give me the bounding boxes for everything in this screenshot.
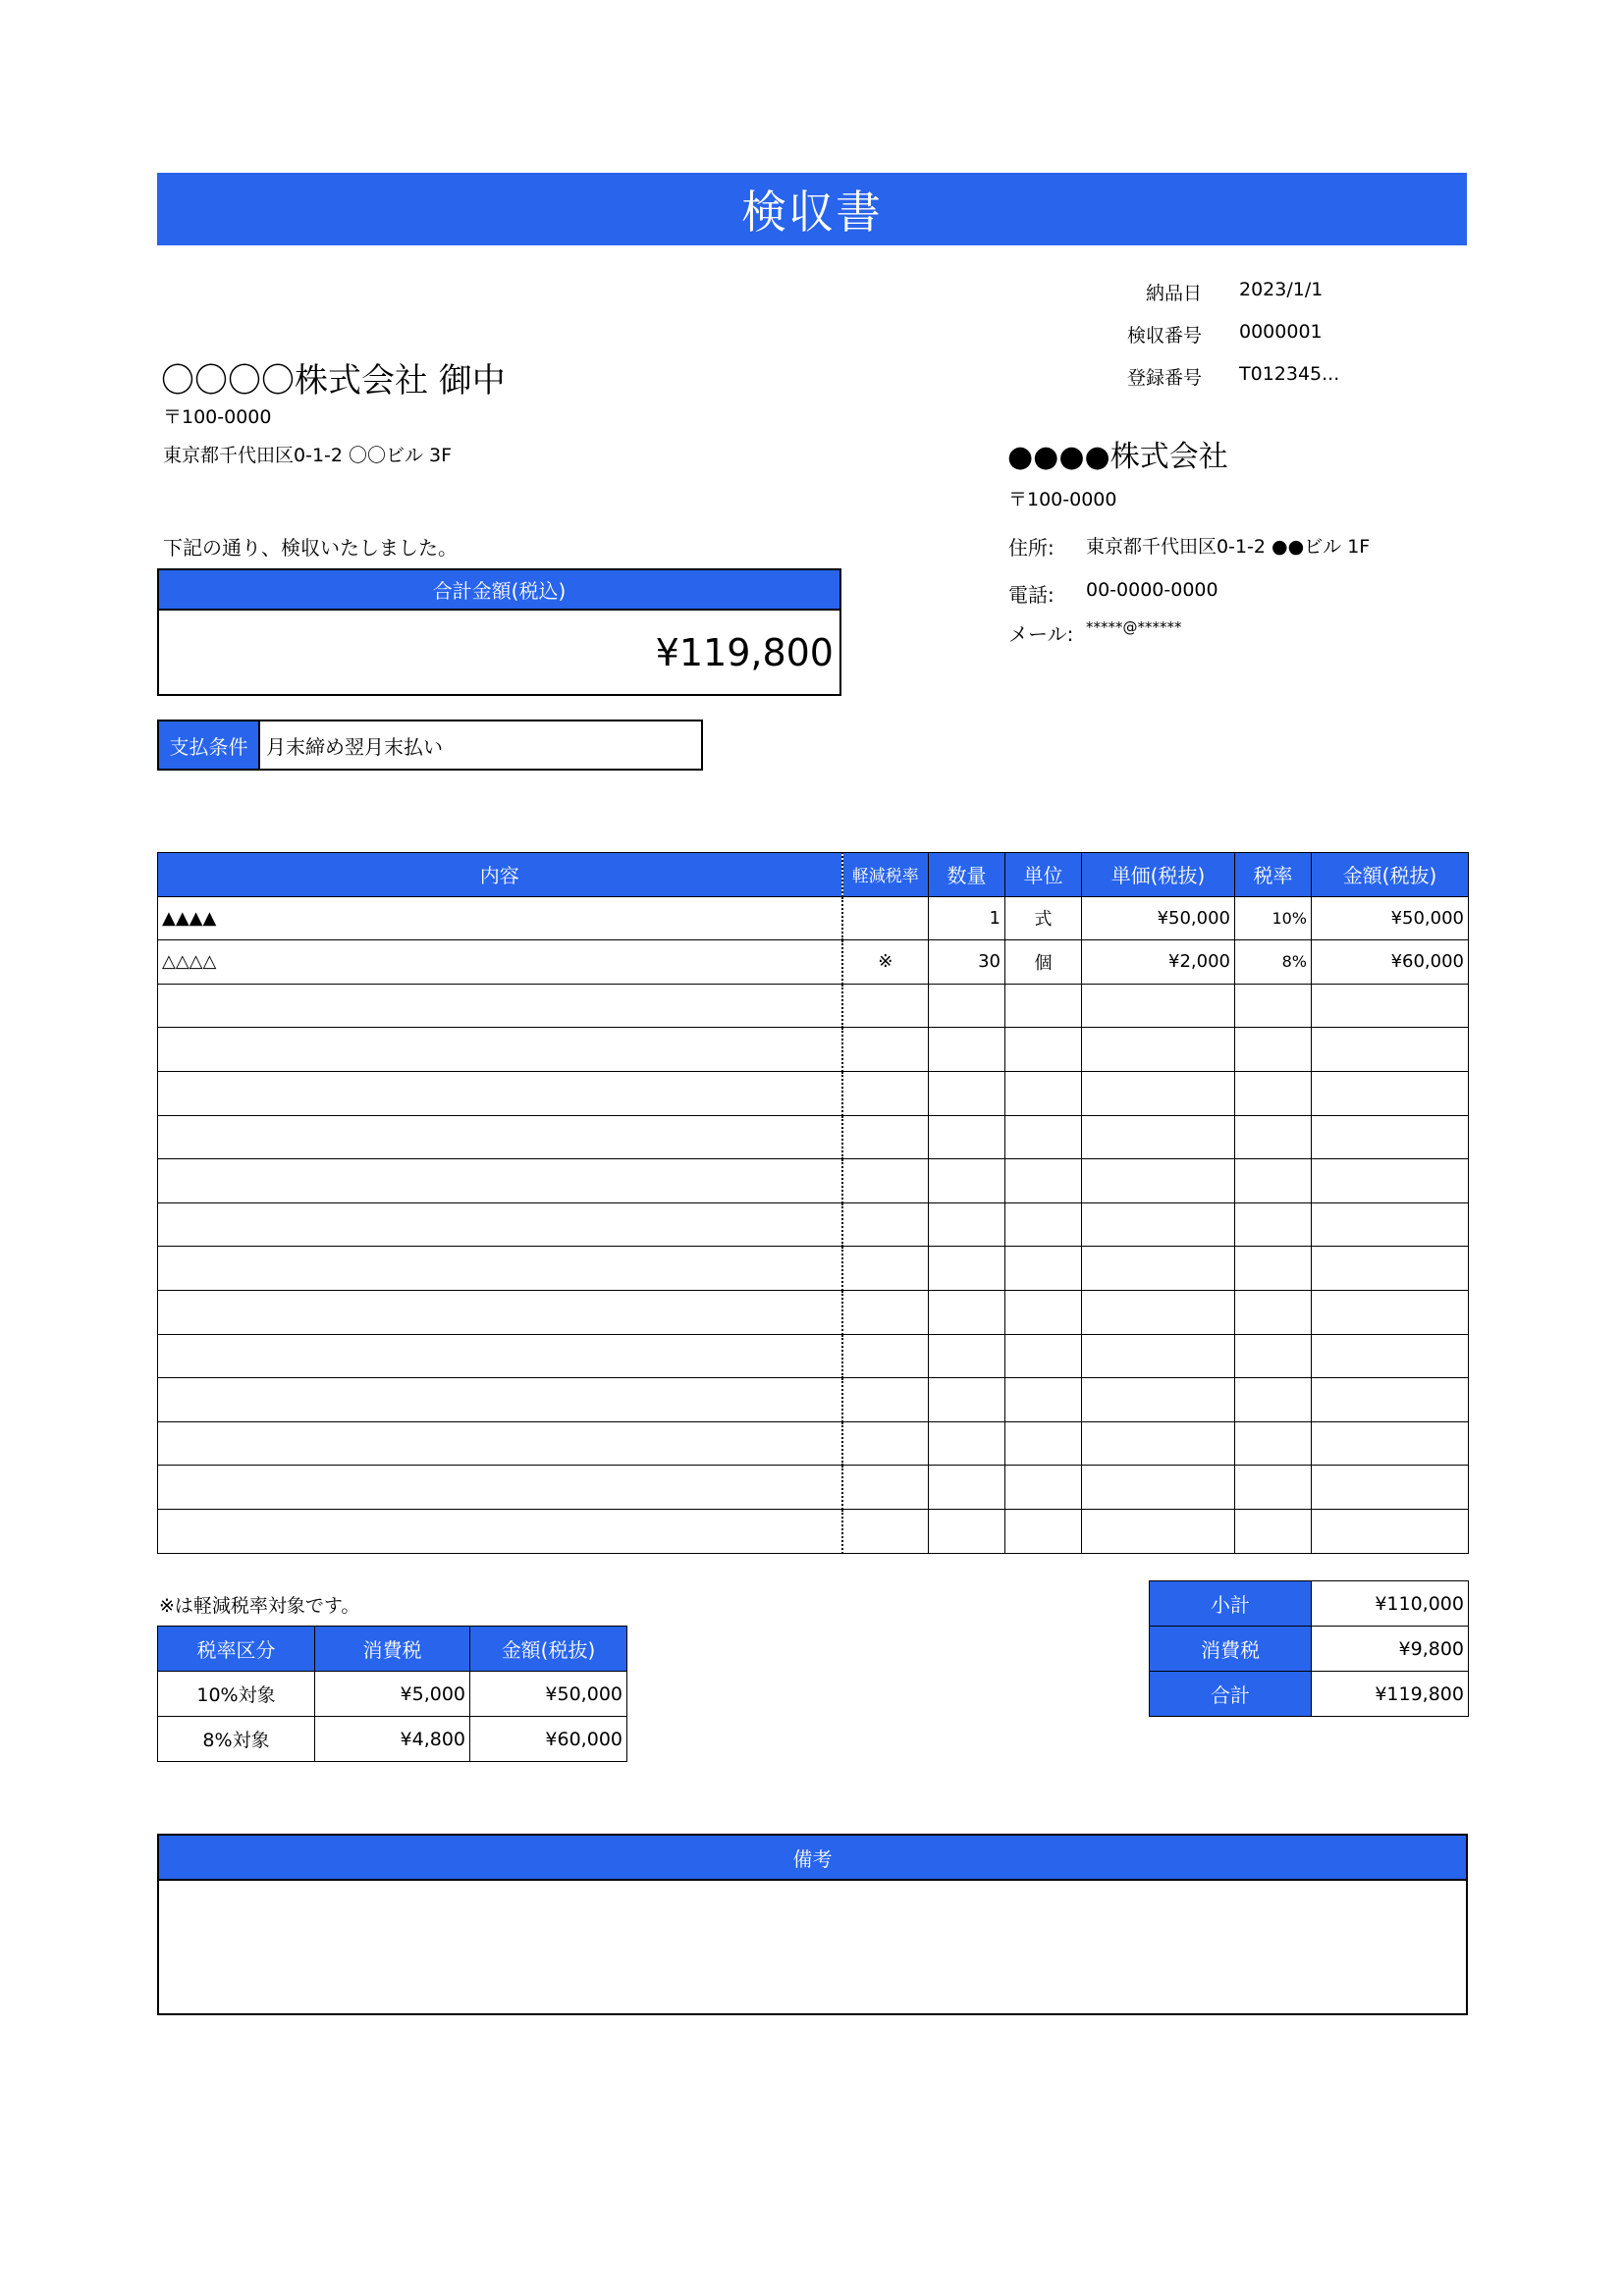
inspection-number-label: 検収番号 xyxy=(1126,325,1202,347)
item-tax-rate-cell xyxy=(1235,1466,1312,1510)
table-row xyxy=(158,1334,1469,1378)
item-reduced-tax-cell xyxy=(842,1028,929,1072)
payment-terms-value: 月末締め翌月末払い xyxy=(266,734,443,759)
table-row xyxy=(158,1202,1469,1247)
item-reduced-tax-cell xyxy=(842,1334,929,1378)
consumption-tax-label: 消費税 xyxy=(1150,1627,1312,1672)
sender-phone: 00-0000-0000 xyxy=(1086,579,1218,601)
delivery-date-label: 納品日 xyxy=(1145,283,1202,304)
registration-number-value: T012345... xyxy=(1239,363,1340,385)
header-amount: 金額(税抜) xyxy=(1312,853,1469,897)
item-unit-price-cell xyxy=(1082,1159,1235,1203)
table-row xyxy=(1150,1627,1469,1672)
item-tax-rate-cell xyxy=(1235,1378,1312,1422)
tax-header-tax: 消費税 xyxy=(315,1627,470,1672)
item-quantity-cell xyxy=(929,1202,1005,1247)
header-unit-price: 単価(税抜) xyxy=(1082,853,1235,897)
item-tax-rate-cell xyxy=(1235,1247,1312,1291)
tax-header-category: 税率区分 xyxy=(158,1627,315,1672)
table-row xyxy=(158,1028,1469,1072)
item-quantity-cell: 1 xyxy=(929,896,1005,940)
sender-mail: *****@****** xyxy=(1086,618,1182,636)
item-unit-cell xyxy=(1005,1334,1082,1378)
payment-terms-label: 支払条件 xyxy=(159,721,260,769)
table-row xyxy=(158,1717,627,1762)
item-unit-cell xyxy=(1005,1159,1082,1203)
total-amount-value: ¥119,800 xyxy=(655,631,834,674)
item-quantity-cell xyxy=(929,984,1005,1028)
item-tax-rate-cell xyxy=(1235,1159,1312,1203)
item-description-cell xyxy=(158,1509,842,1553)
table-row xyxy=(1150,1672,1469,1717)
table-row xyxy=(158,1115,1469,1159)
item-reduced-tax-cell xyxy=(842,1115,929,1159)
item-unit-price-cell xyxy=(1082,1115,1235,1159)
item-amount-cell xyxy=(1312,1290,1469,1334)
item-quantity-cell xyxy=(929,1159,1005,1203)
item-tax-rate-cell: 10% xyxy=(1235,896,1312,940)
item-reduced-tax-cell xyxy=(842,1378,929,1422)
item-tax-rate-cell xyxy=(1235,1509,1312,1553)
item-unit-price-cell xyxy=(1082,1028,1235,1072)
item-reduced-tax-cell xyxy=(842,1159,929,1203)
item-quantity-cell xyxy=(929,1378,1005,1422)
item-amount-cell xyxy=(1312,1202,1469,1247)
item-unit-price-cell xyxy=(1082,1202,1235,1247)
item-description-cell xyxy=(158,984,842,1028)
tax-amount-cell: ¥5,000 xyxy=(315,1672,470,1717)
grand-total-label: 合計 xyxy=(1150,1672,1312,1717)
item-unit-price-cell: ¥50,000 xyxy=(1082,896,1235,940)
header-quantity: 数量 xyxy=(929,853,1005,897)
item-reduced-tax-cell xyxy=(842,1509,929,1553)
item-amount-cell xyxy=(1312,1028,1469,1072)
item-amount-cell: ¥50,000 xyxy=(1312,896,1469,940)
item-unit-cell xyxy=(1005,1028,1082,1072)
header-unit: 単位 xyxy=(1005,853,1082,897)
table-row xyxy=(158,1421,1469,1466)
sender-mail-label: メール: xyxy=(1008,622,1074,646)
item-description-cell xyxy=(158,1290,842,1334)
payment-terms-box xyxy=(157,720,703,771)
item-amount-cell xyxy=(1312,1071,1469,1115)
item-unit-cell xyxy=(1005,1202,1082,1247)
tax-header-row xyxy=(158,1627,627,1672)
remarks-label: 備考 xyxy=(159,1836,1466,1881)
consumption-tax-value: ¥9,800 xyxy=(1312,1627,1469,1672)
table-row xyxy=(158,1672,627,1717)
item-amount-cell xyxy=(1312,1115,1469,1159)
total-amount-label: 合計金額(税込) xyxy=(159,570,839,611)
item-quantity-cell xyxy=(929,1466,1005,1510)
item-amount-cell xyxy=(1312,1421,1469,1466)
delivery-date-value: 2023/1/1 xyxy=(1239,279,1324,300)
table-row xyxy=(158,896,1469,940)
item-amount-cell xyxy=(1312,1159,1469,1203)
remarks-box xyxy=(157,1834,1468,2015)
item-description-cell xyxy=(158,1202,842,1247)
total-amount-box xyxy=(157,568,841,696)
item-quantity-cell xyxy=(929,1115,1005,1159)
tax-breakdown-table xyxy=(157,1626,627,1762)
item-quantity-cell xyxy=(929,1028,1005,1072)
table-row xyxy=(1150,1581,1469,1627)
item-unit-price-cell xyxy=(1082,1290,1235,1334)
grand-total-value: ¥119,800 xyxy=(1312,1672,1469,1717)
item-description-cell xyxy=(158,1334,842,1378)
item-amount-cell xyxy=(1312,1334,1469,1378)
item-reduced-tax-cell xyxy=(842,1202,929,1247)
item-amount-cell: ¥60,000 xyxy=(1312,940,1469,985)
header-tax-rate: 税率 xyxy=(1235,853,1312,897)
item-quantity-cell xyxy=(929,1290,1005,1334)
item-description-cell xyxy=(158,1421,842,1466)
item-amount-cell xyxy=(1312,1247,1469,1291)
header-reduced-tax: 軽減税率 xyxy=(842,853,929,897)
item-amount-cell xyxy=(1312,1509,1469,1553)
item-reduced-tax-cell xyxy=(842,1466,929,1510)
item-tax-rate-cell xyxy=(1235,984,1312,1028)
item-tax-rate-cell xyxy=(1235,1290,1312,1334)
table-row xyxy=(158,1290,1469,1334)
taxable-amount-cell: ¥50,000 xyxy=(470,1672,627,1717)
item-reduced-tax-cell xyxy=(842,1071,929,1115)
item-unit-cell: 個 xyxy=(1005,940,1082,985)
item-unit-cell xyxy=(1005,1466,1082,1510)
table-row xyxy=(158,1071,1469,1115)
recipient-zip: 〒100-0000 xyxy=(163,406,272,428)
item-reduced-tax-cell xyxy=(842,984,929,1028)
item-quantity-cell xyxy=(929,1334,1005,1378)
sender-address: 東京都千代田区0-1-2 ●●ビル 1F xyxy=(1086,536,1371,558)
items-header-row xyxy=(158,853,1469,897)
item-quantity-cell xyxy=(929,1247,1005,1291)
item-tax-rate-cell xyxy=(1235,1115,1312,1159)
item-tax-rate-cell: 8% xyxy=(1235,940,1312,985)
table-row xyxy=(158,1378,1469,1422)
reduced-tax-note: ※は軽減税率対象です。 xyxy=(159,1595,360,1617)
item-unit-cell: 式 xyxy=(1005,896,1082,940)
item-unit-cell xyxy=(1005,1071,1082,1115)
item-quantity-cell xyxy=(929,1421,1005,1466)
item-description-cell xyxy=(158,1071,842,1115)
item-unit-cell xyxy=(1005,984,1082,1028)
inspection-number-value: 0000001 xyxy=(1239,321,1323,343)
item-description-cell xyxy=(158,1159,842,1203)
item-reduced-tax-cell xyxy=(842,1421,929,1466)
header-description: 内容 xyxy=(158,853,842,897)
items-table xyxy=(157,852,1469,1554)
item-description-cell xyxy=(158,1028,842,1072)
item-unit-cell xyxy=(1005,1247,1082,1291)
item-description-cell xyxy=(158,1466,842,1510)
intro-text: 下記の通り、検収いたしました。 xyxy=(163,536,458,560)
item-unit-price-cell xyxy=(1082,1378,1235,1422)
recipient-name: 〇〇〇〇株式会社 御中 xyxy=(161,361,506,400)
item-amount-cell xyxy=(1312,984,1469,1028)
table-row xyxy=(158,1509,1469,1553)
item-quantity-cell xyxy=(929,1509,1005,1553)
item-tax-rate-cell xyxy=(1235,1071,1312,1115)
item-tax-rate-cell xyxy=(1235,1421,1312,1466)
item-tax-rate-cell xyxy=(1235,1028,1312,1072)
item-unit-cell xyxy=(1005,1115,1082,1159)
item-quantity-cell xyxy=(929,1071,1005,1115)
item-amount-cell xyxy=(1312,1466,1469,1510)
tax-category-cell: 8%対象 xyxy=(158,1717,315,1762)
item-reduced-tax-cell xyxy=(842,1290,929,1334)
item-amount-cell xyxy=(1312,1378,1469,1422)
item-unit-price-cell xyxy=(1082,984,1235,1028)
item-tax-rate-cell xyxy=(1235,1202,1312,1247)
item-tax-rate-cell xyxy=(1235,1334,1312,1378)
registration-number-label: 登録番号 xyxy=(1126,367,1202,389)
sender-name: ●●●●株式会社 xyxy=(1007,440,1228,474)
sender-address-label: 住所: xyxy=(1008,536,1055,560)
item-reduced-tax-cell xyxy=(842,1247,929,1291)
item-unit-cell xyxy=(1005,1421,1082,1466)
sender-phone-label: 電話: xyxy=(1008,583,1055,607)
item-unit-price-cell xyxy=(1082,1071,1235,1115)
tax-category-cell: 10%対象 xyxy=(158,1672,315,1717)
item-description-cell: △△△△ xyxy=(158,940,842,985)
remarks-content[interactable] xyxy=(159,1881,1466,1896)
tax-amount-cell: ¥4,800 xyxy=(315,1717,470,1762)
item-unit-price-cell xyxy=(1082,1247,1235,1291)
item-unit-price-cell xyxy=(1082,1421,1235,1466)
table-row xyxy=(158,940,1469,985)
taxable-amount-cell: ¥60,000 xyxy=(470,1717,627,1762)
summary-table xyxy=(1149,1580,1469,1717)
item-description-cell xyxy=(158,1378,842,1422)
table-row xyxy=(158,1247,1469,1291)
item-description-cell: ▲▲▲▲ xyxy=(158,896,842,940)
item-reduced-tax-cell: ※ xyxy=(842,940,929,985)
item-unit-price-cell xyxy=(1082,1334,1235,1378)
item-unit-cell xyxy=(1005,1378,1082,1422)
table-row xyxy=(158,1159,1469,1203)
item-unit-cell xyxy=(1005,1290,1082,1334)
subtotal-value: ¥110,000 xyxy=(1312,1581,1469,1627)
sender-zip: 〒100-0000 xyxy=(1008,489,1117,510)
item-unit-price-cell xyxy=(1082,1509,1235,1553)
item-quantity-cell: 30 xyxy=(929,940,1005,985)
document-title: 検収書 xyxy=(157,173,1467,245)
item-unit-price-cell: ¥2,000 xyxy=(1082,940,1235,985)
item-unit-cell xyxy=(1005,1509,1082,1553)
tax-header-amount: 金額(税抜) xyxy=(470,1627,627,1672)
table-row xyxy=(158,1466,1469,1510)
item-unit-price-cell xyxy=(1082,1466,1235,1510)
item-description-cell xyxy=(158,1247,842,1291)
recipient-address: 東京都千代田区0-1-2 〇〇ビル 3F xyxy=(163,445,453,466)
table-row xyxy=(158,984,1469,1028)
subtotal-label: 小計 xyxy=(1150,1581,1312,1627)
item-reduced-tax-cell xyxy=(842,896,929,940)
item-description-cell xyxy=(158,1115,842,1159)
